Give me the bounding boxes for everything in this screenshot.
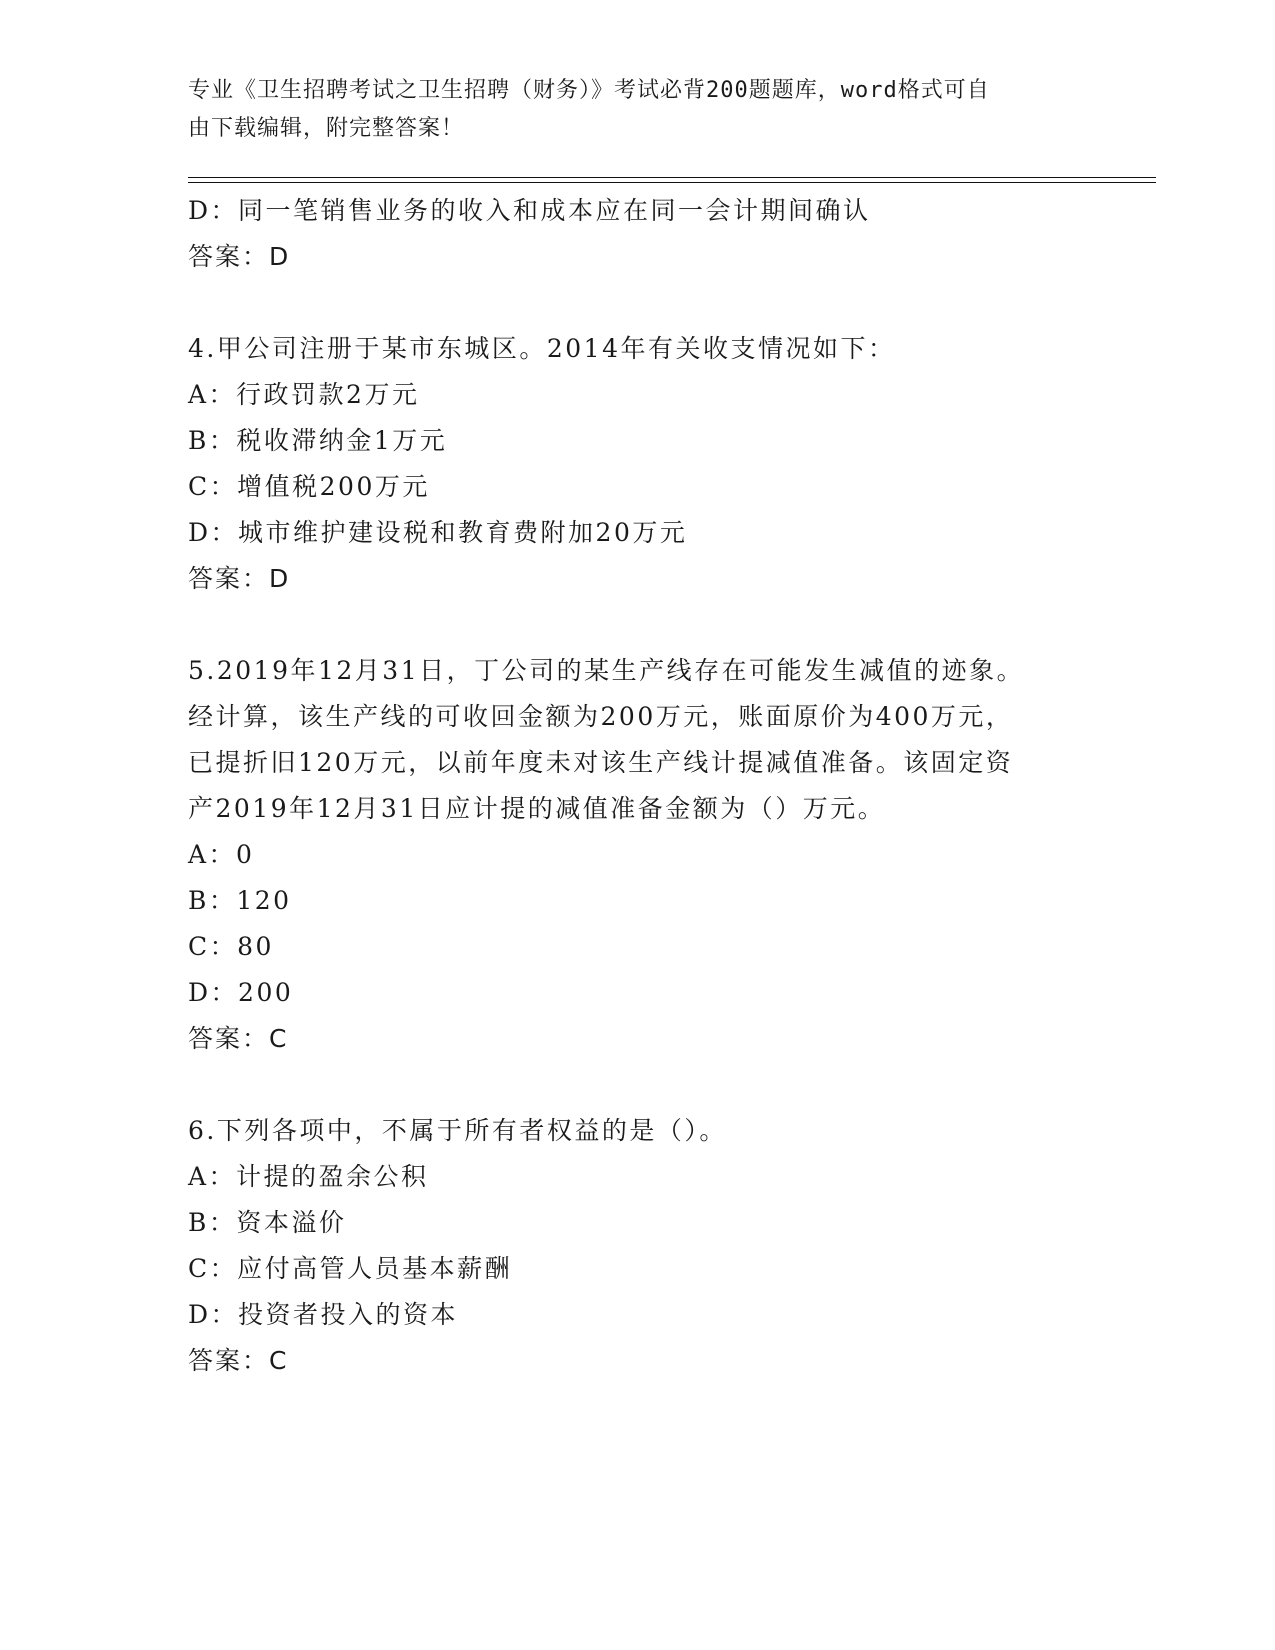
option-a: A：计提的盈余公积 <box>188 1162 429 1191</box>
document-header <box>188 72 1068 148</box>
option-c: C：增值税200万元 <box>188 472 430 501</box>
header-line-2: 由下载编辑，附完整答案！ <box>188 116 465 141</box>
answer-line: 答案：D <box>188 242 291 271</box>
question-stem-line-1: 5.2019年12月31日，丁公司的某生产线存在可能发生减值的迹象。 <box>188 656 1025 685</box>
header-divider-bottom <box>188 182 1156 183</box>
answer-line: 答案：C <box>188 1024 289 1053</box>
option-c: C：应付高管人员基本薪酬 <box>188 1254 513 1283</box>
spacer <box>188 602 1088 648</box>
document-body <box>188 188 1088 1384</box>
header-line-1: 专业《卫生招聘考试之卫生招聘（财务）》考试必背200题题库，word格式可自 <box>188 78 990 103</box>
option-b: B：税收滞纳金1万元 <box>188 426 448 455</box>
spacer <box>188 1062 1088 1108</box>
option-b: B：资本溢价 <box>188 1208 347 1237</box>
option-d: D：200 <box>188 978 294 1007</box>
header-divider-top <box>188 177 1156 178</box>
option-b: B：120 <box>188 886 292 915</box>
question-stem-line-3: 已提折旧120万元，以前年度未对该生产线计提减值准备。该固定资 <box>188 748 1014 777</box>
option-c: C：80 <box>188 932 274 961</box>
question-stem-line-4: 产2019年12月31日应计提的减值准备金额为（）万元。 <box>188 794 886 823</box>
question-6 <box>188 1108 1088 1384</box>
option-d: D：投资者投入的资本 <box>188 1300 459 1329</box>
question-5 <box>188 648 1088 1062</box>
option-d: D：城市维护建设税和教育费附加20万元 <box>188 518 688 547</box>
option-d: D：同一笔销售业务的收入和成本应在同一会计期间确认 <box>188 196 871 225</box>
option-a: A：0 <box>188 840 255 869</box>
question-stem-line-2: 经计算，该生产线的可收回金额为200万元，账面原价为400万元， <box>188 702 1014 731</box>
question-stem: 6.下列各项中，不属于所有者权益的是（）。 <box>188 1116 727 1145</box>
answer-line: 答案：D <box>188 564 291 593</box>
answer-line: 答案：C <box>188 1346 289 1375</box>
question-4 <box>188 326 1088 602</box>
question-3-continuation <box>188 188 1088 280</box>
question-stem: 4.甲公司注册于某市东城区。2014年有关收支情况如下： <box>188 334 896 363</box>
spacer <box>188 280 1088 326</box>
option-a: A：行政罚款2万元 <box>188 380 420 409</box>
